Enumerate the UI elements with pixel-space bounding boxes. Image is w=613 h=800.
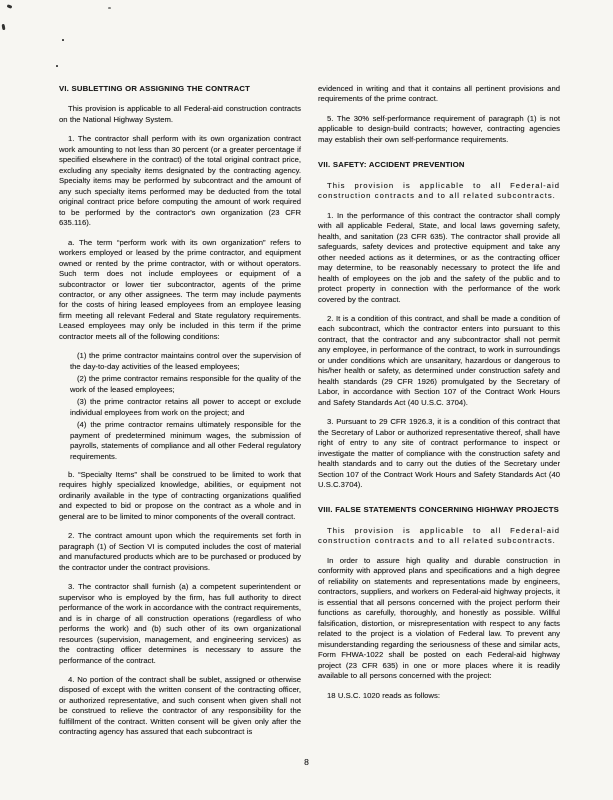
page-number: 8 <box>304 757 309 767</box>
scan-speck <box>62 39 64 41</box>
paragraph: 3. Pursuant to 29 CFR 1926.3, it is a condition of this contract that the Secretary of Labor or authorized representative thereof, shall have right of entry to any site of contract performance to inspect or investigate the matter of compliance with the construction safety and health standards and to carry out the duties of the Secretary under Section 107 of the Contract Work Hours and Safety Standards Act (40 U.S.C.3704). <box>318 417 560 489</box>
section-heading: VI. SUBLETTING OR ASSIGNING THE CONTRACT <box>59 84 251 93</box>
paragraph: 2. The contract amount upon which the requirements set forth in paragraph (1) of Section VI is computed includes the cost of material and manufactured products which are to be purchased or produced by the contractor under the contract provisions. <box>59 531 301 572</box>
paragraph: This provision is applicable to all Federal-aid construction contracts and to all related subcontracts. <box>318 525 560 546</box>
scan-speck <box>7 4 13 9</box>
paragraph: a. The term “perform work with its own organization” refers to workers employed or leased by the prime contractor, and equipment owned or rented by the prime contractor, with or without operators. Such term does not include employees or equipment of a subcontractor or lower tier subcontractor, agents of the prime contractor, or any other assignees. The term may include payments for the costs of hiring leased employees from an employee leasing firm meeting all relevant Federal and State regulatory requirements. Leased employees may only be included in this term if the prime contractor meets all of the following conditions: <box>59 237 301 341</box>
paragraph: 2. It is a condition of this contract, and shall be made a condition of each subcontract, which the contractor enters into pursuant to this contract, that the contractor and any subcontractor shall not permit any employee, in performance of the contract, to work in surroundings or under conditions which are unsanitary, hazardous or dangerous to his/her health or safety, as determined under construction safety and health standards (29 CFR 1926) promulgated by the Secretary of Labor, in accordance with Section 107 of the Contract Work Hours and Safety Standards Act (40 U.S.C. 3704). <box>318 313 560 407</box>
scan-speck <box>56 65 58 67</box>
paragraph: 5. The 30% self-performance requirement of paragraph (1) is not applicable to design-build contracts; however, contracting agencies may establish their own self-performance requirements. <box>318 113 560 144</box>
section-heading: VIII. FALSE STATEMENTS CONCERNING HIGHWAY PROJECTS <box>318 505 559 515</box>
paragraph: This provision is applicable to all Federal-aid construction contracts and to all related subcontracts. <box>318 180 560 201</box>
paragraph: 4. No portion of the contract shall be sublet, assigned or otherwise disposed of except with the written consent of the contracting officer, or authorized representative, and such consent when given shall not be construed to relieve the contractor of any responsibility for the fulfillment of the contract. Written consent will be given only after the contracting agency has assured that each subcontract is <box>59 674 301 737</box>
paragraph: This provision is applicable to all Federal-aid construction contracts on the National Highway System. <box>59 104 301 124</box>
paragraph: 1. In the performance of this contract the contractor shall comply with all applicable Federal, State, and local laws governing safety, health, and sanitation (23 CFR 635). The contractor shall provide all safeguards, safety devices and protective equipment and take any other needed actions as it determines, or as the contracting officer may determine, to be reasonably necessary to protect the life and health of employees on the job and the safety of the public and to protect property in connection with the performance of the work covered by the contract. <box>318 210 560 304</box>
paragraph: (4) the prime contractor remains ultimately responsible for the payment of predetermined minimum wages, the submission of payrolls, statements of compliance and all other Federal regulatory requirements. <box>70 420 301 461</box>
section-heading: VII. SAFETY: ACCIDENT PREVENTION <box>318 160 465 170</box>
right-column <box>318 84 560 747</box>
paragraph: (2) the prime contractor remains responsible for the quality of the work of the leased employees; <box>70 374 301 394</box>
left-column <box>59 84 301 747</box>
paragraph: b. “Specialty Items” shall be construed to be limited to work that requires highly specialized knowledge, abilities, or equipment not ordinarily available in the type of contracting organizations qualified and expected to bid or propose on the contract as a whole and in general are to be limited to minor components of the overall contract. <box>59 470 301 521</box>
document-body <box>59 84 560 747</box>
paragraph: 3. The contractor shall furnish (a) a competent superintendent or supervisor who is employed by the firm, has full authority to direct performance of the work in accordance with the contract requirements, and is in charge of all construction operations (regardless of who performs the work) and (b) such other of its own organizational resources (supervision, management, and engineering services) as the contracting officer determines is necessary to assure the performance of the contract. <box>59 582 301 665</box>
paragraph: In order to assure high quality and durable construction in conformity with approved plans and specifications and a high degree of reliability on statements and representations made by engineers, contractors, suppliers, and workers on Federal-aid highway projects, it is essential that all persons concerned with the project perform their functions as carefully, thoroughly, and honestly as possible. Willful falsification, distortion, or misrepresentation with respect to any facts related to the project is a violation of Federal law. To prevent any misunderstanding regarding the seriousness of these and similar acts, Form FHWA-1022 shall be posted on each Federal-aid highway project (23 CFR 635) in one or more places where it is readily available to all persons concerned with the project: <box>318 555 560 681</box>
paragraph: (1) the prime contractor maintains control over the supervision of the day-to-day activities of the leased employees; <box>70 351 301 371</box>
paragraph: 18 U.S.C. 1020 reads as follows: <box>327 690 440 700</box>
paragraph: (3) the prime contractor retains all power to accept or exclude individual employees from work on the project; and <box>70 397 301 417</box>
paragraph: evidenced in writing and that it contains all pertinent provisions and requirements of the prime contract. <box>318 84 560 104</box>
paragraph: 1. The contractor shall perform with its own organization contract work amounting to not less than 30 percent (or a greater percentage if specified elsewhere in the contract) of the total original contract price, excluding any specialty items designated by the contracting agency. Specialty items may be performed by subcontract and the amount of any such specialty items performed may be deducted from the total original contract price before computing the amount of work required to be performed by the contractor's own organization (23 CFR 635.116). <box>59 134 301 228</box>
scan-speck <box>2 24 6 30</box>
scan-speck <box>108 7 111 9</box>
